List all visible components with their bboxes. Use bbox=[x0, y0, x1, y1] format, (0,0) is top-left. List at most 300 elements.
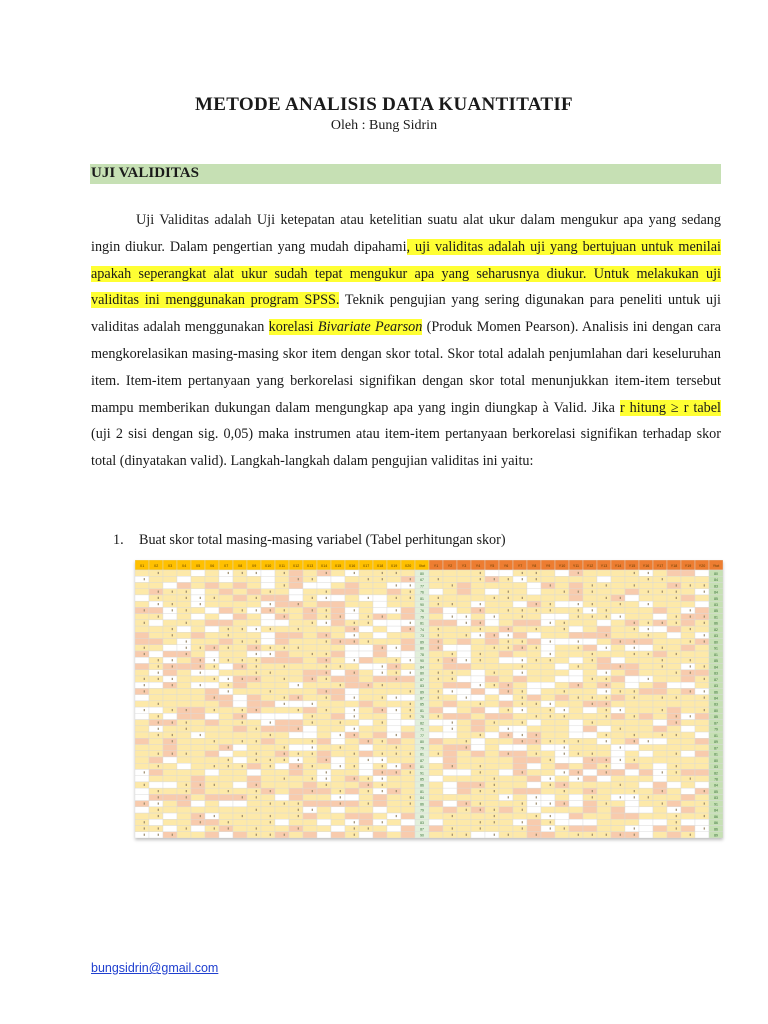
table-cell bbox=[233, 807, 247, 813]
table-cell-value-mark bbox=[536, 796, 537, 798]
table-cell bbox=[527, 576, 541, 582]
table-cell bbox=[639, 576, 653, 582]
table-cell bbox=[485, 614, 499, 620]
table-cell bbox=[443, 657, 457, 663]
table-cell bbox=[275, 776, 289, 782]
table-cell-value-mark bbox=[704, 790, 705, 792]
table-cell bbox=[135, 626, 149, 632]
table-cell-value-mark bbox=[452, 834, 453, 836]
table-cell bbox=[471, 807, 485, 813]
table-cell-value-mark bbox=[522, 690, 523, 692]
table-cell bbox=[191, 595, 205, 601]
table-cell bbox=[317, 676, 331, 682]
table-cell-value-mark bbox=[522, 821, 523, 823]
table-cell bbox=[611, 813, 625, 819]
table-cell bbox=[149, 801, 163, 807]
table-cell-value-mark bbox=[284, 584, 285, 586]
author-email-link[interactable]: bungsidrin@gmail.com bbox=[91, 961, 219, 975]
table-cell-value-mark bbox=[676, 653, 677, 655]
table-total-value: 81 bbox=[714, 733, 718, 738]
table-cell bbox=[653, 595, 667, 601]
table-total-value: 84 bbox=[714, 665, 718, 670]
table-cell bbox=[205, 663, 219, 669]
table-cell bbox=[387, 620, 401, 626]
table-cell-value-mark bbox=[228, 628, 229, 630]
table-cell bbox=[429, 738, 443, 744]
table-cell bbox=[541, 639, 555, 645]
table-cell bbox=[667, 745, 681, 751]
table-cell bbox=[443, 688, 457, 694]
table-cell-value-mark bbox=[676, 715, 677, 717]
table-cell bbox=[177, 670, 191, 676]
table-cell bbox=[289, 595, 303, 601]
table-cell bbox=[205, 732, 219, 738]
table-cell bbox=[303, 738, 317, 744]
table-cell bbox=[611, 688, 625, 694]
table-cell bbox=[191, 632, 205, 638]
table-cell bbox=[345, 776, 359, 782]
table-cell bbox=[373, 751, 387, 757]
table-cell-value-mark bbox=[480, 609, 481, 611]
table-cell-value-mark bbox=[536, 715, 537, 717]
table-cell bbox=[583, 757, 597, 763]
table-cell bbox=[625, 813, 639, 819]
table-cell bbox=[373, 676, 387, 682]
table-cell bbox=[611, 626, 625, 632]
table-cell bbox=[261, 807, 275, 813]
table-total-value: 81 bbox=[420, 765, 424, 770]
table-cell-value-mark bbox=[326, 771, 327, 773]
table-header-label: X20 bbox=[404, 564, 412, 568]
table-cell bbox=[401, 576, 415, 582]
table-cell bbox=[695, 757, 709, 763]
table-cell-value-mark bbox=[368, 640, 369, 642]
table-cell bbox=[527, 819, 541, 825]
table-cell-value-mark bbox=[410, 753, 411, 755]
table-cell-value-mark bbox=[466, 697, 467, 699]
table-cell bbox=[653, 695, 667, 701]
table-total-value: 71 bbox=[420, 727, 424, 732]
table-cell-value-mark bbox=[662, 734, 663, 736]
table-total-value: 78 bbox=[714, 777, 718, 782]
table-cell-value-mark bbox=[382, 721, 383, 723]
table-cell bbox=[289, 695, 303, 701]
table-cell bbox=[471, 757, 485, 763]
document-author: Oleh : Bung Sidrin bbox=[330, 118, 438, 133]
table-cell-value-mark bbox=[536, 628, 537, 630]
table-cell bbox=[331, 807, 345, 813]
table-cell bbox=[555, 769, 569, 775]
table-cell-value-mark bbox=[662, 697, 663, 699]
table-cell bbox=[513, 769, 527, 775]
table-cell bbox=[569, 688, 583, 694]
table-cell bbox=[639, 832, 653, 838]
table-cell bbox=[555, 645, 569, 651]
table-cell bbox=[653, 570, 667, 576]
table-cell bbox=[471, 632, 485, 638]
table-cell bbox=[359, 595, 373, 601]
table-cell bbox=[289, 701, 303, 707]
table-cell bbox=[331, 757, 345, 763]
table-cell bbox=[429, 826, 443, 832]
table-cell bbox=[317, 763, 331, 769]
table-cell-value-mark bbox=[648, 622, 649, 624]
table-cell-value-mark bbox=[186, 591, 187, 593]
table-cell bbox=[695, 639, 709, 645]
table-cell bbox=[219, 645, 233, 651]
table-cell-value-mark bbox=[550, 640, 551, 642]
table-cell bbox=[443, 676, 457, 682]
table-cell-value-mark bbox=[214, 665, 215, 667]
table-cell-value-mark bbox=[256, 827, 257, 829]
table-cell bbox=[527, 601, 541, 607]
table-cell-value-mark bbox=[396, 584, 397, 586]
table-cell bbox=[373, 769, 387, 775]
table-cell bbox=[527, 826, 541, 832]
table-cell bbox=[429, 794, 443, 800]
table-cell bbox=[289, 589, 303, 595]
table-cell bbox=[569, 788, 583, 794]
table-cell bbox=[177, 688, 191, 694]
table-cell bbox=[583, 582, 597, 588]
table-cell bbox=[345, 645, 359, 651]
table-cell bbox=[583, 620, 597, 626]
table-cell bbox=[205, 620, 219, 626]
table-cell bbox=[149, 720, 163, 726]
table-cell bbox=[149, 707, 163, 713]
table-cell bbox=[387, 794, 401, 800]
table-cell bbox=[471, 676, 485, 682]
table-cell bbox=[373, 651, 387, 657]
table-cell bbox=[513, 788, 527, 794]
table-cell bbox=[317, 620, 331, 626]
table-cell bbox=[345, 614, 359, 620]
table-cell bbox=[471, 788, 485, 794]
table-cell bbox=[219, 595, 233, 601]
table-cell bbox=[625, 614, 639, 620]
table-cell bbox=[135, 582, 149, 588]
table-cell bbox=[261, 663, 275, 669]
table-cell bbox=[457, 695, 471, 701]
table-cell bbox=[471, 576, 485, 582]
table-cell bbox=[359, 707, 373, 713]
table-cell bbox=[485, 832, 499, 838]
table-cell bbox=[247, 813, 261, 819]
table-cell bbox=[695, 745, 709, 751]
table-cell bbox=[611, 819, 625, 825]
table-cell-value-mark bbox=[158, 834, 159, 836]
table-cell-value-mark bbox=[340, 665, 341, 667]
table-cell bbox=[401, 801, 415, 807]
table-cell-value-mark bbox=[676, 734, 677, 736]
table-cell bbox=[527, 776, 541, 782]
table-cell bbox=[359, 582, 373, 588]
table-cell bbox=[471, 819, 485, 825]
table-cell bbox=[317, 670, 331, 676]
table-cell bbox=[163, 801, 177, 807]
table-cell bbox=[681, 832, 695, 838]
table-cell bbox=[499, 620, 513, 626]
table-cell bbox=[163, 695, 177, 701]
table-cell bbox=[331, 651, 345, 657]
table-cell bbox=[163, 651, 177, 657]
table-cell-value-mark bbox=[480, 634, 481, 636]
table-cell-value-mark bbox=[592, 603, 593, 605]
table-cell bbox=[163, 763, 177, 769]
table-total-value: 83 bbox=[420, 821, 424, 826]
table-cell bbox=[681, 670, 695, 676]
table-cell bbox=[401, 607, 415, 613]
table-cell-value-mark bbox=[256, 640, 257, 642]
table-cell bbox=[569, 738, 583, 744]
table-cell bbox=[611, 807, 625, 813]
table-cell-value-mark bbox=[354, 628, 355, 630]
table-cell bbox=[429, 751, 443, 757]
table-cell-value-mark bbox=[564, 784, 565, 786]
table-cell bbox=[373, 726, 387, 732]
table-cell bbox=[611, 713, 625, 719]
table-cell bbox=[667, 639, 681, 645]
table-cell bbox=[191, 657, 205, 663]
table-cell bbox=[429, 745, 443, 751]
table-cell bbox=[387, 570, 401, 576]
table-cell bbox=[275, 626, 289, 632]
table-cell-value-mark bbox=[480, 653, 481, 655]
table-cell bbox=[135, 751, 149, 757]
table-cell-value-mark bbox=[186, 827, 187, 829]
table-cell bbox=[471, 782, 485, 788]
table-cell-value-mark bbox=[592, 703, 593, 705]
table-cell bbox=[499, 570, 513, 576]
table-cell bbox=[513, 757, 527, 763]
table-cell bbox=[695, 670, 709, 676]
table-cell bbox=[359, 639, 373, 645]
table-cell bbox=[261, 813, 275, 819]
table-cell bbox=[345, 670, 359, 676]
table-cell-value-mark bbox=[676, 721, 677, 723]
table-cell bbox=[541, 595, 555, 601]
table-cell bbox=[149, 626, 163, 632]
table-cell-value-mark bbox=[284, 703, 285, 705]
table-cell bbox=[429, 663, 443, 669]
table-cell bbox=[317, 601, 331, 607]
table-cell bbox=[471, 682, 485, 688]
table-cell-value-mark bbox=[270, 721, 271, 723]
table-cell-value-mark bbox=[606, 584, 607, 586]
table-cell bbox=[261, 670, 275, 676]
table-cell-value-mark bbox=[172, 753, 173, 755]
table-cell-value-mark bbox=[480, 771, 481, 773]
table-cell bbox=[191, 707, 205, 713]
table-cell bbox=[247, 682, 261, 688]
table-cell bbox=[149, 663, 163, 669]
table-cell bbox=[289, 663, 303, 669]
table-cell bbox=[457, 688, 471, 694]
table-cell bbox=[303, 651, 317, 657]
table-cell bbox=[289, 819, 303, 825]
table-cell-value-mark bbox=[578, 778, 579, 780]
table-cell-value-mark bbox=[172, 740, 173, 742]
table-cell bbox=[135, 670, 149, 676]
table-cell bbox=[205, 607, 219, 613]
table-cell-value-mark bbox=[382, 740, 383, 742]
table-cell-value-mark bbox=[228, 684, 229, 686]
table-cell-value-mark bbox=[214, 678, 215, 680]
table-cell bbox=[163, 701, 177, 707]
table-cell bbox=[261, 776, 275, 782]
table-cell bbox=[681, 676, 695, 682]
table-cell bbox=[583, 676, 597, 682]
table-cell-value-mark bbox=[494, 778, 495, 780]
table-cell-value-mark bbox=[200, 784, 201, 786]
table-header-label: Y19 bbox=[684, 564, 692, 568]
table-cell bbox=[261, 726, 275, 732]
table-cell bbox=[667, 595, 681, 601]
table-cell-value-mark bbox=[508, 709, 509, 711]
table-cell bbox=[485, 757, 499, 763]
table-cell-value-mark bbox=[550, 703, 551, 705]
table-cell bbox=[135, 701, 149, 707]
table-cell bbox=[471, 701, 485, 707]
table-cell bbox=[471, 745, 485, 751]
section-heading: UJI VALIDITAS bbox=[91, 165, 199, 181]
table-cell-value-mark bbox=[452, 728, 453, 730]
table-cell bbox=[443, 582, 457, 588]
table-cell bbox=[289, 570, 303, 576]
table-cell bbox=[303, 663, 317, 669]
table-cell bbox=[163, 676, 177, 682]
table-cell bbox=[163, 776, 177, 782]
table-cell bbox=[541, 707, 555, 713]
table-cell-value-mark bbox=[578, 740, 579, 742]
table-cell bbox=[541, 607, 555, 613]
highlight-definition: , uji validitas adalah uji yang bertujuan untuk menilai apakah seperangkat alat ukur sudah tepat mengukur apa yang seharusnya diukur. Untuk melakukan uji validitas ini menggunakan program SPSS. bbox=[91, 238, 721, 309]
table-cell bbox=[555, 813, 569, 819]
table-cell bbox=[247, 595, 261, 601]
table-cell bbox=[499, 645, 513, 651]
table-cell-value-mark bbox=[410, 802, 411, 804]
table-cell bbox=[499, 639, 513, 645]
table-cell bbox=[555, 632, 569, 638]
table-cell bbox=[653, 670, 667, 676]
table-cell bbox=[681, 745, 695, 751]
table-cell-value-mark bbox=[634, 653, 635, 655]
table-cell-value-mark bbox=[634, 759, 635, 761]
table-cell bbox=[485, 645, 499, 651]
table-cell bbox=[289, 657, 303, 663]
table-cell bbox=[513, 801, 527, 807]
table-cell bbox=[275, 607, 289, 613]
table-total-value: 90 bbox=[420, 602, 424, 607]
table-cell-value-mark bbox=[312, 790, 313, 792]
table-cell bbox=[513, 601, 527, 607]
table-cell bbox=[205, 589, 219, 595]
table-cell bbox=[359, 769, 373, 775]
table-cell bbox=[429, 614, 443, 620]
table-cell bbox=[555, 688, 569, 694]
table-cell bbox=[191, 589, 205, 595]
table-cell bbox=[177, 701, 191, 707]
table-cell bbox=[681, 695, 695, 701]
table-cell-value-mark bbox=[354, 778, 355, 780]
table-cell bbox=[163, 657, 177, 663]
table-cell bbox=[177, 782, 191, 788]
table-cell bbox=[345, 570, 359, 576]
table-cell bbox=[429, 801, 443, 807]
table-cell bbox=[331, 751, 345, 757]
table-cell-value-mark bbox=[690, 628, 691, 630]
table-cell bbox=[233, 607, 247, 613]
table-cell bbox=[457, 720, 471, 726]
table-cell bbox=[219, 707, 233, 713]
table-cell bbox=[583, 732, 597, 738]
table-cell bbox=[583, 651, 597, 657]
table-cell bbox=[457, 813, 471, 819]
table-cell bbox=[541, 688, 555, 694]
table-cell bbox=[401, 670, 415, 676]
table-cell-value-mark bbox=[494, 578, 495, 580]
table-cell bbox=[289, 676, 303, 682]
table-cell bbox=[163, 682, 177, 688]
table-cell-value-mark bbox=[676, 815, 677, 817]
table-cell-value-mark bbox=[242, 665, 243, 667]
table-cell bbox=[611, 595, 625, 601]
table-cell bbox=[373, 801, 387, 807]
table-cell bbox=[401, 782, 415, 788]
table-total-value: 86 bbox=[714, 821, 718, 826]
table-cell bbox=[695, 707, 709, 713]
table-cell bbox=[387, 632, 401, 638]
table-cell bbox=[695, 807, 709, 813]
table-cell bbox=[317, 751, 331, 757]
table-header-label: X12 bbox=[292, 564, 300, 568]
table-cell bbox=[331, 576, 345, 582]
table-cell bbox=[261, 788, 275, 794]
table-cell bbox=[681, 576, 695, 582]
table-cell bbox=[303, 713, 317, 719]
table-cell bbox=[303, 614, 317, 620]
table-cell bbox=[387, 813, 401, 819]
table-cell-value-mark bbox=[396, 678, 397, 680]
table-cell-value-mark bbox=[452, 603, 453, 605]
table-cell bbox=[639, 688, 653, 694]
table-cell bbox=[471, 732, 485, 738]
table-cell bbox=[583, 695, 597, 701]
table-cell bbox=[681, 620, 695, 626]
table-cell bbox=[443, 570, 457, 576]
table-cell bbox=[177, 819, 191, 825]
table-cell bbox=[303, 801, 317, 807]
table-cell bbox=[443, 732, 457, 738]
table-cell bbox=[597, 701, 611, 707]
table-cell bbox=[681, 582, 695, 588]
table-cell bbox=[471, 670, 485, 676]
table-cell bbox=[457, 757, 471, 763]
table-total-value: 84 bbox=[714, 578, 718, 583]
table-cell bbox=[331, 832, 345, 838]
table-cell bbox=[289, 639, 303, 645]
table-cell bbox=[681, 826, 695, 832]
table-cell bbox=[345, 620, 359, 626]
table-cell bbox=[177, 751, 191, 757]
table-cell bbox=[191, 614, 205, 620]
table-cell-value-mark bbox=[634, 697, 635, 699]
table-cell bbox=[443, 614, 457, 620]
table-cell bbox=[135, 720, 149, 726]
table-cell bbox=[289, 832, 303, 838]
table-cell-value-mark bbox=[578, 834, 579, 836]
table-cell bbox=[233, 620, 247, 626]
